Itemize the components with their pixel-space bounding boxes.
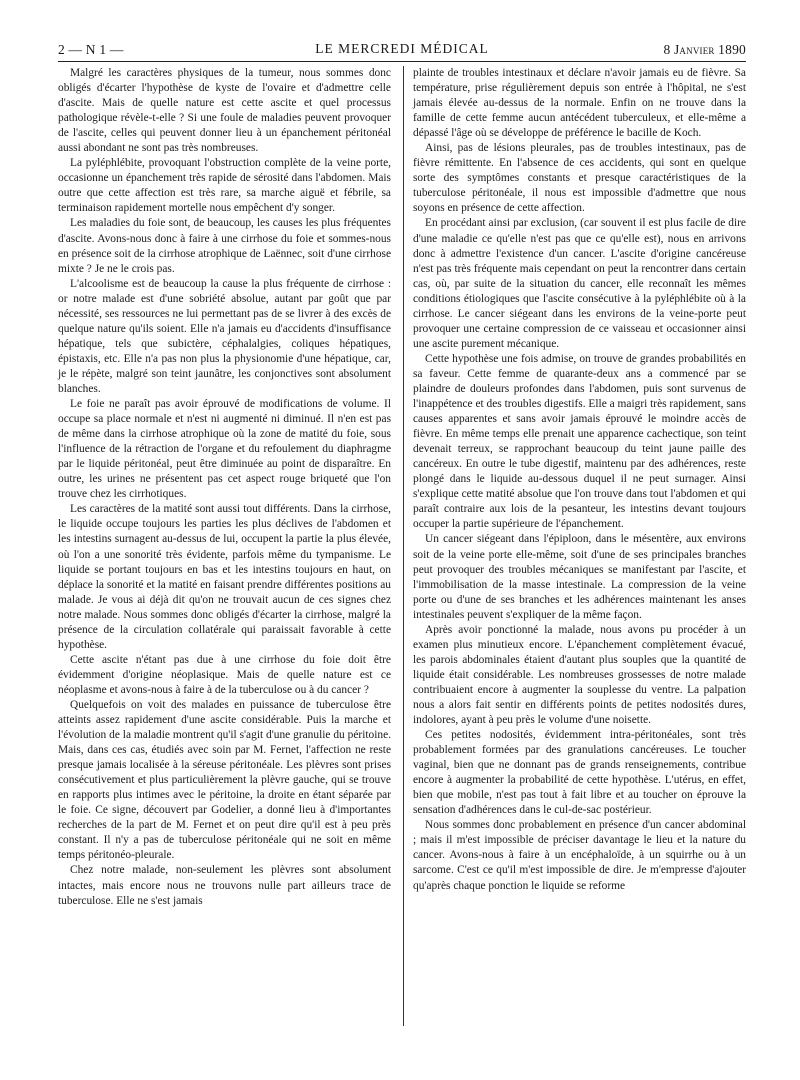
paragraph: En procédant ainsi par exclusion, (car souvent il est plus facile de dire d'une maladie ce qu'elle n'est pas que ce qu'elle est), nous en arrivons donc à admettre l'existence d'un cancer. L'ascite d'origine cancéreuse n'est pas très fréquente mais cependant on peut la rencontrer dans certain cas, où, par suite de la situation du cancer, elle reconnaît les mêmes conditions étiologiques que l'ascite consécutive à la pyléphlébite où à la cirrhose. Le cancer siégeant dans les environs de la veine-porte peut provoquer une certaine compression de ce vaisseau et occasionner ainsi une ascite purement mécanique. — [413, 217, 746, 350]
paragraph: Le foie ne paraît pas avoir éprouvé de modifications de volume. Il occupe sa place normale et n'est ni augmenté ni diminué. Il n'en est pas de même dans la cirrhose atrophique où la zone de matité du foie, sous l'influence de la rétraction de l'organe et du refoulement du diaphragme par le liquide péritonéal, peut être diminuée au point de disparaître. En outre, les urines ne présentent pas cet aspect rouge briqueté que l'on trouve chez les cirrhotiques. — [58, 398, 391, 501]
paragraph: Un cancer siégeant dans l'épiploon, dans le mésentère, aux environs soit de la veine porte elle-même, soit d'une de ses principales branches peut provoquer des troubles mécaniques se manifestant par l'ascite, et l'immobilisation de la masse intestinale. La compression de la veine porte ou d'une de ses branches et les adhérences maintenant les anses intestinales peuvent s'expliquer de la même façon. — [413, 533, 746, 621]
paragraph: Chez notre malade, non-seulement les plèvres sont absolument intactes, mais encore nous ne trouvons nulle part ailleurs trace de tuberculose. Elle ne s'est jamais — [58, 864, 391, 907]
paragraph: Cette hypothèse une fois admise, on trouve de grandes probabilités en sa faveur. Cette femme de quarante-deux ans a commencé par se plaindre de douleurs profondes dans l'abdomen, puis sont survenus de l'inappétence et des troubles digestifs. Elle a maigri très rapidement, sans causes apparentes et sans avoir jamais éprouvé le moindre accès de fièvre. En même temps elle prenait une apparence cachectique, son teint devenait terreux, se rapprochant beaucoup du teint jaune paille des cancéreux. En outre le tube digestif, maintenu par des adhérences, reste plongé dans le liquide au-dessous duquel il ne peut surnager. Ainsi s'explique cette matité absolue que l'on trouve dans tout l'abdomen et qui paraît contraire aux lois de la pesanteur, les intestins devant toujours occuper la partie supérieure de l'épanchement. — [413, 352, 746, 531]
journal-title: LE MERCREDI MÉDICAL — [315, 41, 489, 56]
column-divider — [403, 66, 404, 1026]
paragraph: Ainsi, pas de lésions pleurales, pas de troubles intestinaux, pas de fièvre rémittente. En l'absence de ces accidents, qui sont en quelque sorte des symptômes constants et presque caractéristiques de la tuberculose péritonéale, il nous est impossible d'admettre que nous soyons en présence de cette affection. — [413, 142, 746, 215]
page-header — [58, 40, 746, 60]
right-column — [413, 66, 746, 894]
paragraph: Les caractères de la matité sont aussi tout différents. Dans la cirrhose, le liquide occupe toujours les parties les plus déclives de l'abdomen et les intestins surnagent au-dessus de lui, occupent la partie la plus élevée, où l'on a une sonorité très évidente, parfois même du tympanisme. Le liquide se portant toujours en bas et les intestins toujours en haut, on déplace la sonorité et la matité en faisant prendre différentes positions au malade. Je vous ai déjà dit qu'on ne trouvait aucun de ces signes chez notre malade. Nous sommes donc obligés d'écarter la cirrhose, malgré la présence de la circulation collatérale qui paraissait favorable à cette hypothèse. — [58, 503, 391, 651]
paragraph: Ces petites nodosités, évidemment intra-péritonéales, sont très probablement formées par des granulations cancéreuses. Le toucher vaginal, bien que ne donnant pas de grands renseignements, contribue encore à augmenter la probabilité de cette hypothèse. L'utérus, en effet, bien que mobile, n'est pas tout à fait libre et au toucher on éprouve la sensation d'adhérences dans le cul-de-sac postérieur. — [413, 729, 746, 817]
left-column — [58, 66, 391, 909]
paragraph: Les maladies du foie sont, de beaucoup, les causes les plus fréquentes d'ascite. Avons-nous donc à faire à une cirrhose du foie et sommes-nous en présence soit de la cirrhose atrophique de Laënnec, soit d'une cirrhose mixte ? Je ne le crois pas. — [58, 217, 391, 275]
paragraph: Malgré les caractères physiques de la tumeur, nous sommes donc obligés d'écarter l'hypothèse de kyste de l'ovaire et d'admettre celle d'ascite. Mais de quelle nature est cette ascite et quel processus pathologique révèle-t-elle ? Si une foule de maladies peuvent provoquer de l'ascite, celles qui peuvent donner lieu à un épanchement péritonéal aussi abondant ne sont pas très nombreuses. — [58, 67, 391, 155]
paragraph: Nous sommes donc probablement en présence d'un cancer abdominal ; mais il m'est impossible de préciser davantage le lieu et la nature du cancer. Avons-nous à faire à un encéphaloïde, à un squirrhe ou à un sarcome. C'est ce qu'il m'est impossible de dire. Je m'empresse d'ajouter qu'après chaque ponction le liquide se reforme — [413, 819, 746, 892]
paragraph: Quelquefois on voit des malades en puissance de tuberculose être atteints assez rapidement d'une ascite considérable. Puis la marche et l'évolution de la maladie montrent qu'il s'agit d'une granulie du péritoine. Mais, dans ces cas, étudiés avec soin par M. Fernet, l'affection ne reste presque jamais localisée à la séreuse péritonéale. Les plèvres sont prises consécutivement et plus particulièrement la plèvre gauche, qui se trouve en rapports plus intimes avec le péritoine, la droite en étant séparée par le foie. Ce signe, découvert par Godelier, a donné lieu à d'importantes recherches de la part de M. Fernet et on peut dire qu'il est à peu près constant. Il n'y a pas de tuberculose péritonéale qui ne soit en même temps péritonéo-pleurale. — [58, 698, 391, 862]
page-number: 2 — N 1 — — [58, 42, 124, 57]
paragraph: La pyléphlébite, provoquant l'obstruction complète de la veine porte, occasionne un épanchement très rapide de sérosité dans l'abdomen. Mais outre que cette affection est très rare, sa marche aiguë et fébrile, sa terminaison rapidement mortelle nous empêchent d'y songer. — [58, 157, 391, 215]
paragraph: Après avoir ponctionné la malade, nous avons pu procéder à un examen plus minutieux encore. L'épanchement complètement évacué, les parois abdominales étaient d'autant plus souples que la quantité de liquide était considérable. Les nombreuses grossesses de notre malade contribuaient encore à augmenter la souplesse du ventre. La palpation nous a alors fait sentir en différents points de petites nodosités dures, indolores, ayant à peu près le volume d'une noisette. — [413, 623, 746, 727]
paragraph-continued: plainte de troubles intestinaux et déclare n'avoir jamais eu de fièvre. Sa température, prise régulièrement depuis son entrée à l'hôpital, ne s'est jamais élevée au-dessus de la normale. Enfin on ne trouve dans la famille de cette femme aucun antécédent tuberculeux, et elle-même a dépassé l'âge où se développe de préférence le bacille de Koch. — [413, 67, 746, 140]
paragraph: L'alcoolisme est de beaucoup la cause la plus fréquente de cirrhose : or notre malade est d'une sobriété absolue, autant par goût que par nécessité, ses ressources ne lui permettant pas de se livrer à des excès de quelque nature qu'ils soient. Elle n'a jamais eu d'accidents d'insuffisance hépatique, tels que subictère, céphalalgies, coliques hépatiques, épistaxis, etc. Elle n'a pas non plus la physionomie d'une hépatique, car, je le répète, malgré son teint jaunâtre, les conjonctives sont absolument blanches. — [58, 277, 391, 395]
paragraph: Cette ascite n'étant pas due à une cirrhose du foie doit être évidemment d'origine néoplasique. Mais de quelle nature est ce néoplasme et avons-nous à faire à de la tuberculose ou à du cancer ? — [58, 653, 391, 696]
issue-date: 8 Janvier 1890 — [663, 42, 746, 57]
header-rule — [58, 61, 746, 62]
